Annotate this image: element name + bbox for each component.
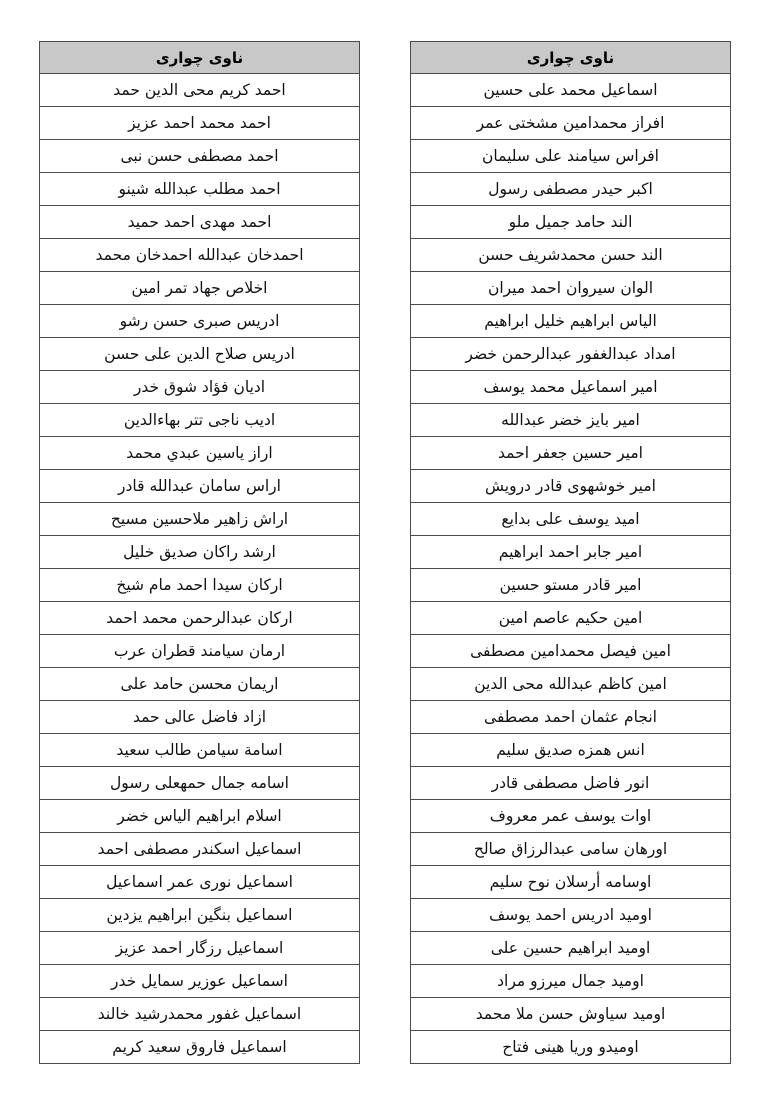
table-row	[411, 701, 731, 734]
table-row	[411, 800, 731, 833]
table-row	[40, 173, 360, 206]
name-text: ادريس صبرى حسن رشو	[119, 311, 280, 330]
name-cell	[411, 734, 731, 767]
name-text: امير حسين جعفر احمد	[498, 443, 643, 462]
name-text: الوان سيروان احمد ميران	[487, 278, 654, 297]
table-row	[40, 767, 360, 800]
table-row	[40, 701, 360, 734]
name-cell	[40, 404, 360, 437]
table-row	[411, 536, 731, 569]
name-cell	[411, 338, 731, 371]
name-text: اسماعيل عوزير سمايل خدر	[111, 971, 288, 990]
table-row	[411, 668, 731, 701]
name-cell	[411, 701, 731, 734]
name-text: امين حكيم عاصم امين	[498, 608, 643, 627]
name-text: اديان فؤاد شوق خدر	[133, 377, 266, 396]
name-text: اوميد جمال ميرزو مراد	[497, 971, 644, 990]
name-text: ارشد راكان صديق خليل	[123, 542, 276, 561]
name-cell	[411, 1031, 731, 1064]
name-text: احمدخان عبدالله احمدخان محمد	[95, 245, 304, 264]
name-text: احمد كريم محى الدين حمد	[113, 80, 286, 99]
name-cell	[40, 569, 360, 602]
table-row	[411, 635, 731, 668]
name-cell	[40, 206, 360, 239]
left-column	[410, 41, 731, 1100]
table-row	[40, 503, 360, 536]
name-text: اريمان محسن حامد على	[120, 674, 279, 693]
name-text: ازاد فاضل عالى حمد	[132, 707, 267, 726]
name-cell	[411, 932, 731, 965]
name-cell	[40, 536, 360, 569]
table-row	[411, 437, 731, 470]
name-cell	[411, 140, 731, 173]
right-column	[39, 41, 360, 1100]
name-text: اوميد ادريس احمد يوسف	[489, 905, 652, 924]
name-cell	[411, 470, 731, 503]
table-row	[40, 536, 360, 569]
name-text: امير خوشهوى قادر درويش	[485, 476, 656, 495]
name-text: اسماعيل فاروق سعيد كريم	[112, 1037, 287, 1056]
table-row	[411, 272, 731, 305]
name-cell	[40, 503, 360, 536]
name-text: اسماعيل اسكندر مصطفى احمد	[97, 839, 302, 858]
name-text: انس همزه صديق سليم	[496, 740, 645, 759]
name-cell	[411, 173, 731, 206]
name-text: امير بايز خضر عبدالله	[501, 410, 640, 429]
table-row	[411, 470, 731, 503]
name-cell	[411, 998, 731, 1031]
table-row	[411, 1031, 731, 1064]
name-text: ارمان سيامند قطران عرب	[113, 641, 286, 660]
name-text: اورهان سامى عبدالرزاق صالح	[473, 839, 668, 858]
name-cell	[411, 239, 731, 272]
name-cell	[40, 767, 360, 800]
name-text: امين فيصل محمدامين مصطفى	[470, 641, 671, 660]
table-row	[411, 569, 731, 602]
name-text: اخلاص جهاد تمر امين	[131, 278, 268, 297]
table-row	[40, 635, 360, 668]
table-row	[40, 668, 360, 701]
table-row	[40, 140, 360, 173]
table-row	[40, 998, 360, 1031]
name-cell	[40, 107, 360, 140]
name-text: امداد عبدالغفور عبدالرحمن خضر	[465, 344, 676, 363]
name-text: اراس سامان عبدالله قادر	[118, 476, 281, 495]
table-row	[411, 833, 731, 866]
name-cell	[40, 74, 360, 107]
name-cell	[40, 899, 360, 932]
name-cell	[411, 767, 731, 800]
name-text: انور فاضل مصطفى قادر	[491, 773, 650, 792]
header-row	[40, 42, 360, 74]
table-row	[40, 734, 360, 767]
table-row	[40, 800, 360, 833]
name-cell	[411, 437, 731, 470]
column-header-name	[40, 42, 360, 74]
table-row	[411, 503, 731, 536]
name-cell	[40, 272, 360, 305]
name-text: اركان سيدا احمد مام شيخ	[116, 575, 283, 594]
name-text: انجام عثمان احمد مصطفى	[484, 707, 657, 726]
name-cell	[40, 239, 360, 272]
name-text: اوميد سياوش حسن ملا محمد	[475, 1004, 666, 1023]
name-cell	[40, 173, 360, 206]
name-cell	[411, 503, 731, 536]
name-cell	[411, 602, 731, 635]
name-text: الند حامد جميل ملو	[508, 212, 633, 231]
table-row	[40, 470, 360, 503]
name-cell	[40, 833, 360, 866]
table-row	[411, 899, 731, 932]
table-row	[40, 371, 360, 404]
table-row	[411, 305, 731, 338]
table-row	[411, 602, 731, 635]
name-cell	[40, 140, 360, 173]
name-cell	[411, 965, 731, 998]
name-text: اوسامه أرسلان نوح سليم	[489, 872, 652, 891]
name-text: الند حسن محمدشريف حسن	[478, 245, 663, 264]
name-cell	[411, 107, 731, 140]
table-row	[40, 602, 360, 635]
table-row	[411, 998, 731, 1031]
table-row	[40, 866, 360, 899]
table-row	[411, 932, 731, 965]
name-text: اسامه جمال حمهعلى رسول	[110, 773, 289, 792]
name-cell	[40, 932, 360, 965]
name-text: احمد مطلب عبدالله شينو	[118, 179, 281, 198]
table-body-left	[411, 74, 731, 1064]
name-cell	[411, 404, 731, 437]
name-text: اسلام ابراهيم الياس خضر	[117, 806, 282, 825]
name-text: اوات يوسف عمر معروف	[489, 806, 652, 825]
name-text: افراز محمدامين مشختى عمر	[476, 113, 665, 132]
name-cell	[40, 800, 360, 833]
name-text: اسماعيل بنگين ابراهيم يزدين	[106, 905, 293, 924]
table-row	[411, 239, 731, 272]
name-cell	[40, 371, 360, 404]
name-cell	[40, 734, 360, 767]
name-cell	[40, 998, 360, 1031]
table-row	[411, 734, 731, 767]
table-row	[411, 866, 731, 899]
table-body-right	[40, 74, 360, 1064]
table-row	[40, 74, 360, 107]
table-row	[40, 899, 360, 932]
name-text: افراس سيامند على سليمان	[482, 146, 659, 165]
name-cell	[40, 602, 360, 635]
name-text: امير قادر مستو حسين	[499, 575, 642, 594]
name-text: اسماعيل رزگار احمد عزيز	[115, 938, 284, 957]
name-cell	[40, 965, 360, 998]
name-cell	[40, 701, 360, 734]
header-row	[411, 42, 731, 74]
name-text: اوميد ابراهيم حسين على	[490, 938, 651, 957]
name-cell	[40, 305, 360, 338]
table-row	[40, 1031, 360, 1064]
table-row	[40, 338, 360, 371]
table-row	[411, 206, 731, 239]
name-text: اراز ياسين عبدي محمد	[126, 443, 273, 462]
name-cell	[40, 470, 360, 503]
name-text: اميد يوسف على بدايع	[501, 509, 640, 528]
name-cell	[411, 635, 731, 668]
name-text: اسماعيل محمد على حسين	[483, 80, 658, 99]
name-text: امير جابر احمد ابراهيم	[498, 542, 643, 561]
name-text: اسماعيل غفور محمدرشيد خالند	[97, 1004, 302, 1023]
table-row	[411, 173, 731, 206]
table-row	[411, 140, 731, 173]
table-row	[411, 338, 731, 371]
names-table-right	[39, 41, 360, 1064]
name-cell	[40, 668, 360, 701]
column-header-label: ناوی چوارى	[155, 48, 244, 67]
name-cell	[411, 371, 731, 404]
table-row	[40, 239, 360, 272]
name-cell	[411, 668, 731, 701]
name-cell	[411, 305, 731, 338]
name-text: ادريس صلاح الدين على حسن	[104, 344, 295, 363]
name-cell	[411, 206, 731, 239]
table-row	[40, 569, 360, 602]
name-text: امين كاظم عبدالله محى الدين	[474, 674, 667, 693]
name-text: اديب ناجى تتر بهاءالدين	[123, 410, 276, 429]
name-cell	[40, 866, 360, 899]
table-row	[411, 965, 731, 998]
table-row	[40, 107, 360, 140]
table-row	[40, 305, 360, 338]
table-row	[411, 107, 731, 140]
table-row	[40, 833, 360, 866]
name-text: احمد محمد احمد عزيز	[128, 113, 271, 132]
table-row	[40, 404, 360, 437]
name-text: اسماعيل نورى عمر اسماعيل	[106, 872, 293, 891]
name-cell	[40, 437, 360, 470]
name-cell	[40, 635, 360, 668]
name-text: اكبر حيدر مصطفى رسول	[488, 179, 653, 198]
name-cell	[411, 569, 731, 602]
name-cell	[411, 800, 731, 833]
table-row	[40, 437, 360, 470]
table-row	[411, 404, 731, 437]
table-row	[40, 932, 360, 965]
name-text: اركان عبدالرحمن محمد احمد	[106, 608, 293, 627]
table-row	[411, 767, 731, 800]
table-head-right	[40, 42, 360, 74]
names-table-left	[410, 41, 731, 1064]
name-cell	[411, 866, 731, 899]
table-row	[411, 74, 731, 107]
name-cell	[411, 536, 731, 569]
name-cell	[411, 833, 731, 866]
table-row	[40, 206, 360, 239]
name-cell	[411, 272, 731, 305]
name-cell	[40, 338, 360, 371]
name-text: الياس ابراهيم خليل ابراهيم	[484, 311, 657, 330]
column-header-name	[411, 42, 731, 74]
name-cell	[411, 899, 731, 932]
table-row	[40, 965, 360, 998]
name-text: اوميدو وريا هينى فتاح	[502, 1037, 639, 1056]
name-text: احمد مهدى احمد حميد	[127, 212, 272, 231]
name-cell	[411, 74, 731, 107]
name-cell	[40, 1031, 360, 1064]
name-text: امير اسماعيل محمد يوسف	[483, 377, 658, 396]
name-text: اراش زاهير ملاحسين مسيح	[110, 509, 289, 528]
table-row	[411, 371, 731, 404]
name-text: اسامة سيامن طالب سعيد	[116, 740, 283, 759]
column-header-label: ناوی چوارى	[526, 48, 615, 67]
name-text: احمد مصطفى حسن نبى	[120, 146, 279, 165]
table-head-left	[411, 42, 731, 74]
table-row	[40, 272, 360, 305]
